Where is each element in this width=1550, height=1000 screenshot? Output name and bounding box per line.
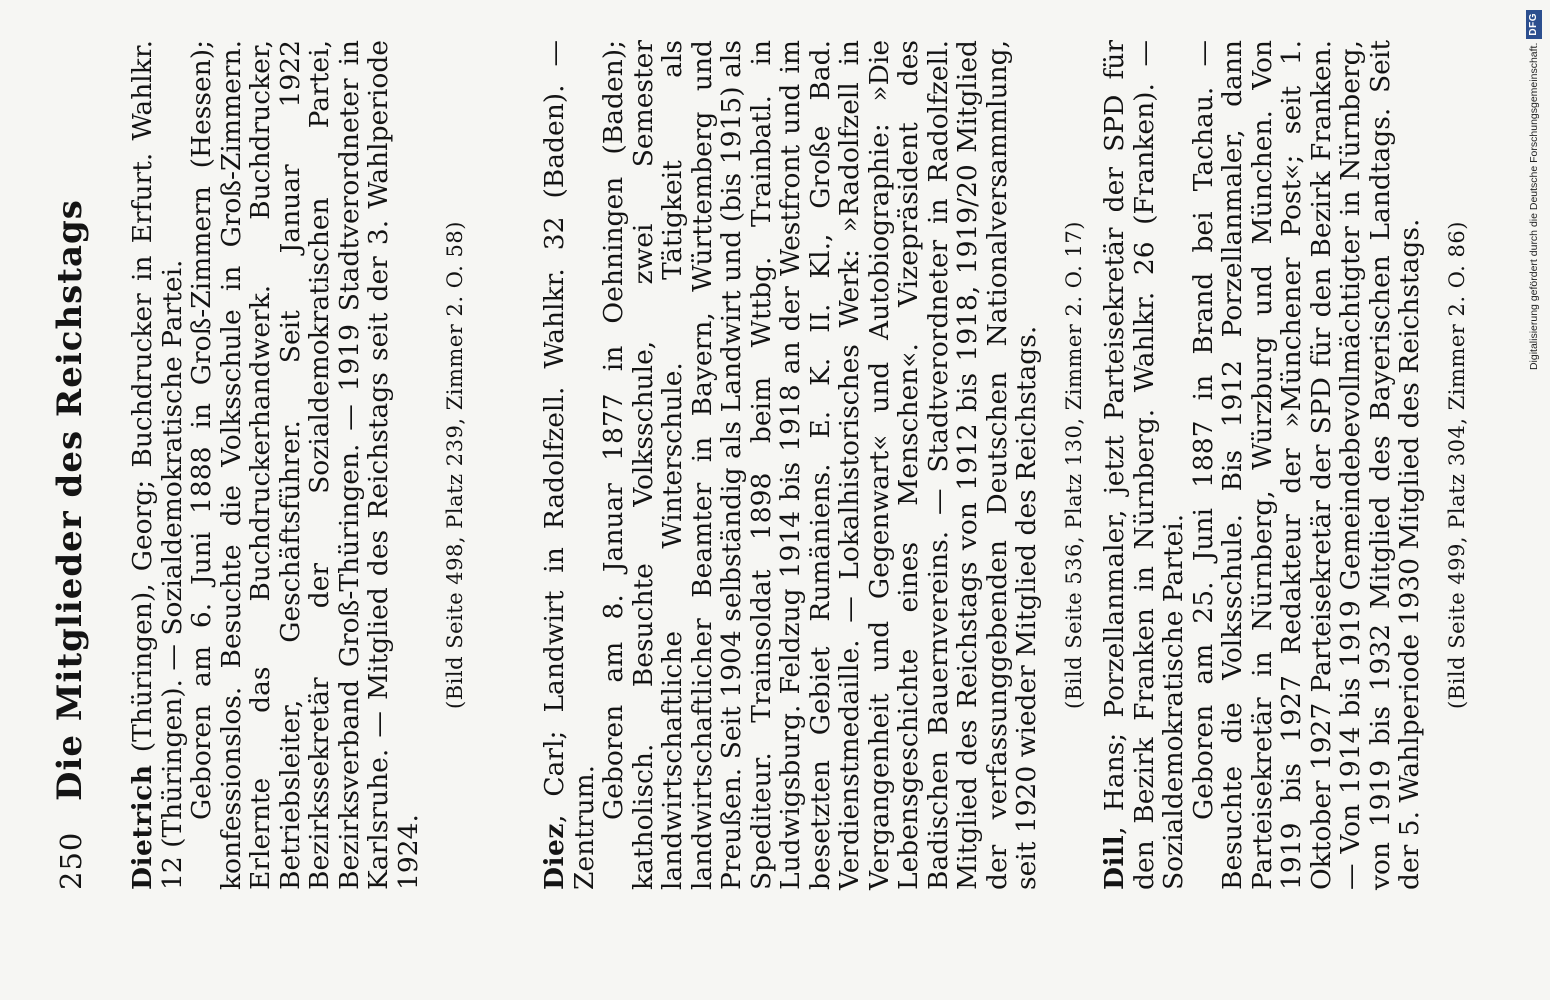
page-number: 250 xyxy=(54,831,88,890)
member-name: Dietrich xyxy=(127,764,158,890)
entry-lead xyxy=(128,40,187,890)
digitization-note xyxy=(1524,10,1544,990)
member-entry-dietrich xyxy=(128,40,471,890)
member-name: Diez xyxy=(539,823,570,890)
entry-lead-text: , Hans; Porzellanmaler, jetzt Parteisekretär der SPD für den Bezirk Franken in Nürnberg. Wahlkr. 26 (Franken). — Sozialdemokratische Partei. xyxy=(1099,40,1189,890)
entry-biography: Geboren am 25. Juni 1887 in Brand bei Tachau. — Besuchte die Volksschule. Bis 1912 Porzellanmaler, dann Parteisekretär in Nürnberg, Würzburg und München. Von 1919 bis 1927 Redakteur der »Münchener Post«; seit 1. Oktober 1927 Parteisekretär der SPD für den Bezirk Franken. — Von 1914 bis 1919 Gemeindebevollmächtigter in Nürnberg, von 1919 bis 1932 Mitglied des Bayerischen Landtags. Seit der 5. Wahlperiode 1930 Mitglied des Reichstags. xyxy=(1187,40,1425,890)
photo-reference: (Bild Seite 499, Platz 304, Zimmer 2. O. 86) xyxy=(1444,221,1469,709)
entry-lead-text: , Carl; Landwirt in Radolfzell. Wahlkr. 32 (Baden). — Zentrum. xyxy=(539,40,600,890)
dfg-logo: DFG xyxy=(1526,10,1542,39)
member-entry-dill xyxy=(1100,40,1472,890)
entry-lead-text: (Thüringen), Georg; Buchdrucker in Erfurt. Wahlkr. 12 (Thüringen). — Sozialdemokratische Partei. xyxy=(127,40,188,890)
running-title: Die Mitglieder des Reichstags xyxy=(50,199,90,801)
digitization-note-text: Digitalisierung gefördert durch die Deutsche Forschungsgemeinschaft. xyxy=(1528,42,1540,371)
entry-biography: Geboren am 6. Juni 1888 in Groß-Zimmern (Hessen); konfessionslos. Besuchte die Volksschule in Groß-Zimmern. Erlernte das Buchdruckerhandwerk. Buchdrucker, Betriebsleiter, Geschäftsführer. Seit Januar 1922 Bezirkssekretär der Sozialdemokratischen Partei, Bezirksverband Groß-Thüringen. — 1919 Stadtverordneter in Karlsruhe. — Mitglied des Reichstags seit der 3. Wahlperiode 1924. xyxy=(186,40,424,890)
member-name: Dill xyxy=(1099,834,1130,890)
entry-lead xyxy=(540,40,599,890)
photo-reference: (Bild Seite 498, Platz 239, Zimmer 2. O. 58) xyxy=(443,221,467,709)
entry-lead xyxy=(1100,40,1189,890)
member-entry-diez xyxy=(540,40,1089,890)
photo-reference: (Bild Seite 536, Platz 130, Zimmer 2. O. 17) xyxy=(1061,221,1086,709)
page-header xyxy=(50,40,100,960)
entry-biography: Geboren am 8. Januar 1877 in Oehningen (Baden); katholisch. Besuchte Volksschule, zwei Semester landwirtschaftliche Winterschule. Tätigkeit als landwirtschaftlicher Beamter in Bayern, Württemberg und Preußen. Seit 1904 selbständig als Landwirt und (bis 1915) als Spediteur. Trainsoldat 1898 beim Wttbg. Trainbatl. in Ludwigsburg. Feldzug 1914 bis 1918 an der Westfront und im besetzten Gebiet Rumäniens. E. K. II. Kl., Große Bad. Verdienstmedaille. — Lokalhistorisches Werk: »Radolfzell in Vergangenheit und Gegenwart« und Autobiographie: »Die Lebensgeschichte eines Menschen«. Vizepräsident des Badischen Bauernvereins. — Stadtverordneter in Radolfzell. Mitglied des Reichstags von 1912 bis 1918, 1919/20 Mitglied der verfassunggebenden Deutschen Nationalversammlung, seit 1920 wieder Mitglied des Reichstags. xyxy=(598,40,1042,890)
